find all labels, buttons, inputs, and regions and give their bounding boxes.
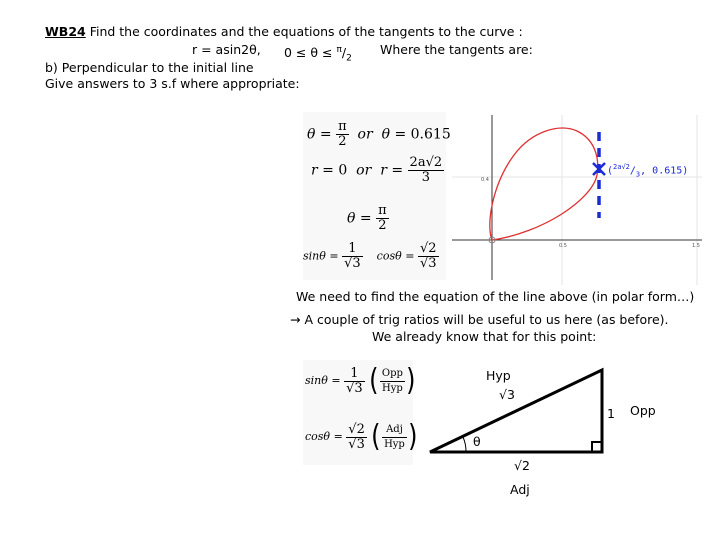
frac-num: √2: [419, 241, 437, 256]
cos-label: cosθ: [376, 249, 402, 263]
frac-den: √3: [348, 436, 365, 452]
r-symbol: r: [311, 162, 318, 179]
sin-ratio-row: sinθ = $\frac{1}{√3}$ ( $\frac{\text{Opp}}{\text{Hyp}}$ ): [305, 363, 416, 398]
opp-label: Opp: [630, 403, 656, 418]
adj-label: Adj: [510, 482, 530, 497]
eq-theta-pi2: [347, 204, 389, 233]
theta-value: 0.615: [410, 126, 451, 143]
range-num: π: [336, 45, 342, 55]
frac-num: π: [378, 203, 387, 218]
hyp-value: √3: [499, 387, 515, 402]
or-word: or: [357, 126, 373, 143]
sin-label: sinθ: [303, 249, 326, 263]
frac-num: π: [338, 119, 347, 134]
cos-label: cosθ: [305, 430, 331, 443]
eq-trig-row: [303, 242, 439, 271]
frac-den: √3: [346, 380, 363, 396]
graph-background: [452, 115, 702, 285]
cos-frac: [418, 242, 439, 271]
sin-frac: [344, 367, 365, 396]
theta-symbol: θ: [347, 210, 356, 227]
adj-hyp-frac: [382, 423, 407, 452]
sf-note: Give answers to 3 s.f where appropriate:: [45, 76, 300, 91]
triangle-shape: [430, 370, 602, 452]
or-word: or: [356, 162, 372, 179]
adj-value: √2: [514, 458, 530, 473]
frac-num: √2: [348, 421, 365, 437]
equals-sign: =: [359, 210, 372, 227]
frac-den: Hyp: [384, 438, 405, 450]
pi-over-2: [376, 204, 389, 233]
right-triangle-diagram: [420, 360, 620, 460]
opp-value: 1: [607, 406, 615, 421]
angle-label: θ: [473, 434, 481, 449]
equals-sign: =: [322, 162, 334, 179]
curve-eq-text: r = asin2θ,: [192, 42, 261, 57]
frac-den: √3: [419, 256, 437, 271]
eq-theta-row: [307, 120, 451, 149]
part-b: b) Perpendicular to the initial line: [45, 60, 254, 75]
explanation-line-2: → A couple of trig ratios will be useful to us here (as before).: [290, 312, 669, 327]
cos-ratio-row: cosθ = $\frac{√2}{√3}$ ( $\frac{\text{Adj}}{\text{Hyp}}$ ): [305, 419, 418, 454]
theta-symbol: θ: [307, 126, 316, 143]
frac-den: 3: [421, 170, 430, 185]
frac-den: √3: [344, 256, 361, 271]
where-tangents: Where the tangents are:: [380, 42, 533, 57]
eq-r-row: [311, 156, 444, 185]
range-sep: /: [341, 45, 347, 61]
label-num: 2a√2: [613, 163, 630, 171]
label-open-paren: (: [607, 165, 614, 177]
frac-num: 1: [344, 367, 365, 382]
r-symbol: r: [380, 162, 387, 179]
equals-sign: =: [405, 249, 415, 263]
sin-frac: [342, 242, 363, 271]
title-text: Find the coordinates and the equations of the tangents to the curve :: [85, 24, 523, 39]
worksheet-title: [45, 24, 523, 40]
r-value-frac: [408, 156, 445, 185]
hyp-label: Hyp: [486, 368, 511, 383]
angle-arc: [463, 437, 466, 452]
pi-over-2: [336, 120, 349, 149]
equals-sign: =: [394, 126, 407, 143]
curve-equation: [192, 42, 261, 58]
x-tick-label-end: 1.5: [692, 243, 700, 249]
equals-sign: =: [329, 249, 339, 263]
trig-ratio-equations: [303, 360, 418, 465]
zero-value: 0: [338, 162, 348, 179]
label-rest: , 0.615): [640, 165, 689, 177]
explanation-line-3: We already know that for this point:: [372, 329, 597, 344]
frac-den: 2: [378, 218, 387, 233]
range-text: 0 ≤ θ ≤: [284, 45, 337, 61]
equals-sign: =: [319, 126, 332, 143]
y-tick-label: 0.4: [481, 177, 489, 183]
equals-sign: =: [391, 162, 404, 179]
polar-curve-graph: [452, 115, 702, 285]
frac-den: 2: [338, 134, 347, 149]
solution-equations: [303, 112, 451, 280]
point-coordinate-label: [607, 163, 688, 178]
theta-range: [284, 42, 352, 67]
frac-num: 1: [342, 242, 363, 257]
sin-label: sinθ: [305, 374, 328, 387]
range-den: 2: [346, 53, 352, 64]
frac-den: Hyp: [381, 382, 403, 394]
opp-hyp-frac: [380, 367, 405, 396]
frac-num: Opp: [380, 367, 405, 382]
x-tick-label-mid: 0.5: [559, 243, 567, 249]
title-code: WB24: [45, 24, 86, 39]
theta-symbol: θ: [381, 126, 390, 143]
explanation-line-1: We need to find the equation of the line above (in polar form…): [296, 289, 695, 304]
frac-num: 2a√2: [409, 155, 443, 170]
cos-frac: [346, 423, 367, 452]
frac-num: Adj: [382, 423, 407, 438]
label-sep: /: [629, 165, 636, 177]
label-den: 3: [635, 170, 641, 179]
